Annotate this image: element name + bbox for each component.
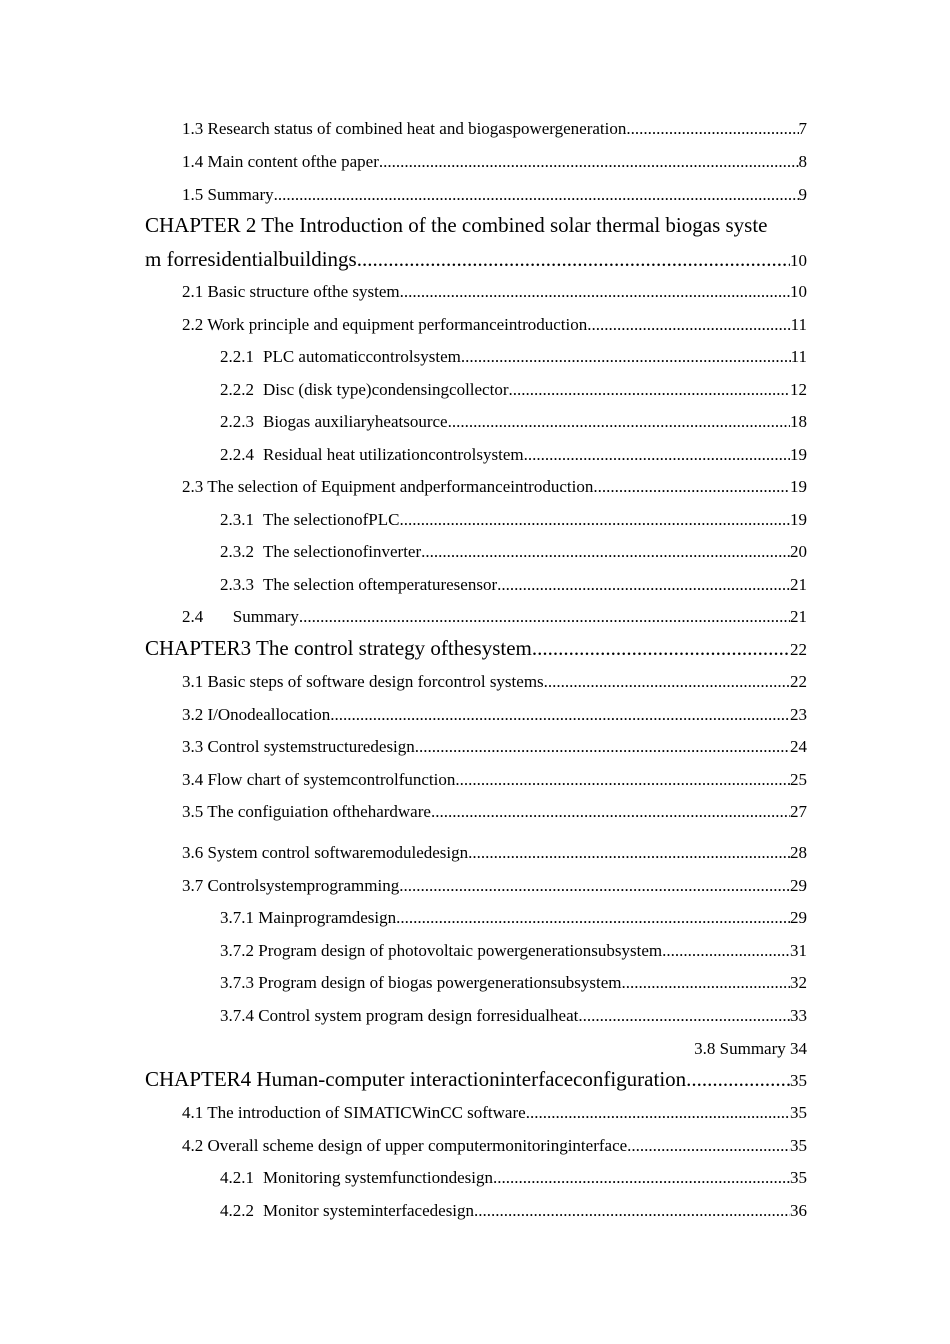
toc-page-number: 19 [790, 445, 807, 464]
toc-page-number: 7 [798, 119, 807, 138]
toc-page-number: 29 [790, 876, 807, 895]
toc-page-number: 24 [790, 737, 807, 756]
toc-title: 3.3 Control systemstructuredesign [182, 737, 415, 756]
dot-leader [686, 1067, 790, 1092]
toc-page-number: 11 [790, 315, 807, 334]
toc-title: 3.8 Summary 34 [694, 1039, 807, 1058]
toc-page-number: 33 [790, 1006, 807, 1025]
toc-entry-3-2[interactable] [145, 705, 807, 725]
dot-leader [379, 152, 799, 172]
toc-page-number: 35 [790, 1103, 807, 1122]
toc-page-number: 22 [790, 672, 807, 691]
toc-title: Biogas auxiliaryheatsource [263, 412, 448, 431]
toc-number: 2.4 [182, 607, 204, 626]
toc-title: 3.6 System control softwaremoduledesign [182, 843, 469, 862]
toc-title: 1.4 Main content ofthe paper [182, 152, 379, 171]
toc-number: 2.2.4 [220, 445, 254, 464]
toc-chapter-3[interactable] [145, 636, 807, 661]
toc-title: The selectionofinverter [263, 542, 422, 561]
toc-page-number: 22 [790, 640, 807, 659]
toc-entry-2-3-1[interactable] [145, 510, 807, 530]
toc-title: 2.3 The selection of Equipment andperformanceintroduction [182, 477, 594, 496]
toc-page-number: 36 [790, 1201, 807, 1220]
toc-title: 3.7 Controlsystemprogramming [182, 876, 400, 895]
toc-title: The selectionofPLC [263, 510, 400, 529]
toc-title: 3.2 I/Onodeallocation [182, 705, 331, 724]
toc-title: 4.1 The introduction of SIMATICWinCC software [182, 1103, 526, 1122]
toc-number: 2.3.2 [220, 542, 254, 561]
dot-leader [399, 510, 790, 530]
toc-page-number: 29 [790, 908, 807, 927]
toc-number: 2.2.3 [220, 412, 254, 431]
dot-leader [400, 282, 790, 302]
dot-leader [330, 705, 790, 725]
toc-title: 1.5 Summary [182, 185, 274, 204]
toc-entry-2-2[interactable] [145, 315, 807, 335]
dot-leader [455, 770, 790, 790]
toc-entry-2-3[interactable] [145, 477, 807, 497]
toc-title: 3.1 Basic steps of software design forcontrol systems [182, 672, 544, 691]
toc-entry-3-8[interactable] [145, 1039, 807, 1059]
toc-page-number: 27 [790, 802, 807, 821]
toc-title: 2.2 Work principle and equipment performanceintroduction [182, 315, 588, 334]
toc-entry-2-4[interactable] [145, 607, 807, 627]
toc-title: 3.7.4 Control system program design forresidualheat [220, 1006, 579, 1025]
dot-leader [621, 973, 790, 993]
toc-page-number: 32 [790, 973, 807, 992]
toc-title: 4.2 Overall scheme design of upper computermonitoringinterface [182, 1136, 628, 1155]
toc-entry-3-7-3[interactable] [145, 973, 807, 993]
dot-leader [474, 1201, 790, 1221]
toc-page-number: 21 [790, 575, 807, 594]
toc-title: 2.1 Basic structure ofthe system [182, 282, 400, 301]
toc-entry-2-1[interactable] [145, 282, 807, 302]
dot-leader [593, 477, 790, 497]
dot-leader [493, 1168, 790, 1188]
toc-title: 3.7.3 Program design of biogas powergenerationsubsystem [220, 973, 622, 992]
toc-entry-3-3[interactable] [145, 737, 807, 757]
toc-entry-3-7-4[interactable] [145, 1006, 807, 1026]
toc-entry-2-3-3[interactable] [145, 575, 807, 595]
toc-page-number: 12 [790, 380, 807, 399]
toc-entry-1-3[interactable] [145, 119, 807, 139]
dot-leader [662, 941, 790, 961]
toc-entry-4-2[interactable] [145, 1136, 807, 1156]
toc-title: 3.5 The configuiation ofthehardware [182, 802, 431, 821]
dot-leader [509, 380, 791, 400]
toc-page-number: 8 [798, 152, 807, 171]
toc-number: 4.2.2 [220, 1201, 254, 1220]
dot-leader [626, 119, 798, 139]
toc-title: Summary [232, 607, 299, 626]
dot-leader [578, 1006, 790, 1026]
toc-page-number: 23 [790, 705, 807, 724]
toc-entry-2-2-2[interactable] [145, 380, 807, 400]
toc-page-number: 10 [790, 251, 807, 270]
toc-page-number: 25 [790, 770, 807, 789]
toc-entry-3-1[interactable] [145, 672, 807, 692]
toc-title: Residual heat utilizationcontrolsystem [263, 445, 524, 464]
toc-page-number: 20 [790, 542, 807, 561]
toc-chapter-2[interactable] [145, 247, 807, 272]
dot-leader [524, 445, 790, 465]
toc-page-number: 18 [790, 412, 807, 431]
toc-entry-4-2-2[interactable] [145, 1201, 807, 1221]
toc-title: 3.7.1 Mainprogramdesign [220, 908, 397, 927]
dot-leader [396, 908, 790, 928]
toc-entry-3-7-2[interactable] [145, 941, 807, 961]
dot-leader [274, 185, 799, 205]
dot-leader [415, 737, 790, 757]
dot-leader [532, 636, 790, 661]
toc-chapter-4[interactable] [145, 1067, 807, 1092]
toc-title: PLC automaticcontrolsystem [263, 347, 461, 366]
toc-title: Monitor systeminterfacedesign [263, 1201, 475, 1220]
dot-leader [299, 607, 790, 627]
toc-page-number: 35 [790, 1168, 807, 1187]
dot-leader [627, 1136, 790, 1156]
dot-leader [448, 412, 790, 432]
toc-entry-2-2-3[interactable] [145, 412, 807, 432]
toc-title: m forresidentialbuildings [145, 247, 357, 271]
toc-title: The selection oftemperaturesensor [263, 575, 498, 594]
toc-entry-2-2-1[interactable] [145, 347, 807, 367]
toc-page-number: 19 [790, 510, 807, 529]
toc-number: 2.2.1 [220, 347, 254, 366]
dot-leader [357, 247, 790, 272]
toc-entry-3-6[interactable] [145, 843, 807, 863]
toc-page-number: 21 [790, 607, 807, 626]
toc-entry-3-5[interactable] [145, 802, 807, 822]
toc-page-number: 9 [798, 185, 807, 204]
toc-chapter-2-line1[interactable]: CHAPTER 2 The Introduction of the combined solar thermal biogas syste [145, 213, 768, 237]
toc-title: 3.4 Flow chart of systemcontrolfunction [182, 770, 456, 789]
toc-entry-2-3-2[interactable] [145, 542, 807, 562]
dot-leader [497, 575, 790, 595]
toc-number: 2.3.3 [220, 575, 254, 594]
toc-entry-4-1[interactable] [145, 1103, 807, 1123]
toc-number: 2.2.2 [220, 380, 254, 399]
dot-leader [421, 542, 790, 562]
dot-leader [587, 315, 790, 335]
dot-leader [431, 802, 790, 822]
toc-number: 2.3.1 [220, 510, 254, 529]
toc-title: Monitoring systemfunctiondesign [263, 1168, 493, 1187]
toc-entry-4-2-1[interactable] [145, 1168, 807, 1188]
dot-leader [526, 1103, 790, 1123]
toc-title: 1.3 Research status of combined heat and biogaspowergeneration [182, 119, 627, 138]
toc-entry-1-5[interactable] [145, 185, 807, 205]
toc-title: CHAPTER4 Human-computer interactioninterfaceconfiguration [145, 1067, 687, 1091]
toc-title: 3.7.2 Program design of photovoltaic powergenerationsubsystem [220, 941, 663, 960]
toc-entry-1-4[interactable] [145, 152, 807, 172]
toc-page-number: 19 [790, 477, 807, 496]
dot-leader [399, 876, 790, 896]
toc-page-number: 11 [790, 347, 807, 366]
toc-page-number: 35 [790, 1136, 807, 1155]
toc-entry-2-2-4[interactable] [145, 445, 807, 465]
dot-leader [461, 347, 791, 367]
toc-page-number: 35 [790, 1071, 807, 1090]
toc-entry-3-4[interactable] [145, 770, 807, 790]
toc-title: CHAPTER3 The control strategy ofthesystem [145, 636, 532, 660]
dot-leader [544, 672, 790, 692]
toc-number: 4.2.1 [220, 1168, 254, 1187]
toc-page-number: 28 [790, 843, 807, 862]
toc-title: Disc (disk type)condensingcollector [263, 380, 509, 399]
toc-entry-3-7[interactable] [145, 876, 807, 896]
toc-page-number: 31 [790, 941, 807, 960]
toc-page-number: 10 [790, 282, 807, 301]
dot-leader [468, 843, 790, 863]
toc-entry-3-7-1[interactable] [145, 908, 807, 928]
